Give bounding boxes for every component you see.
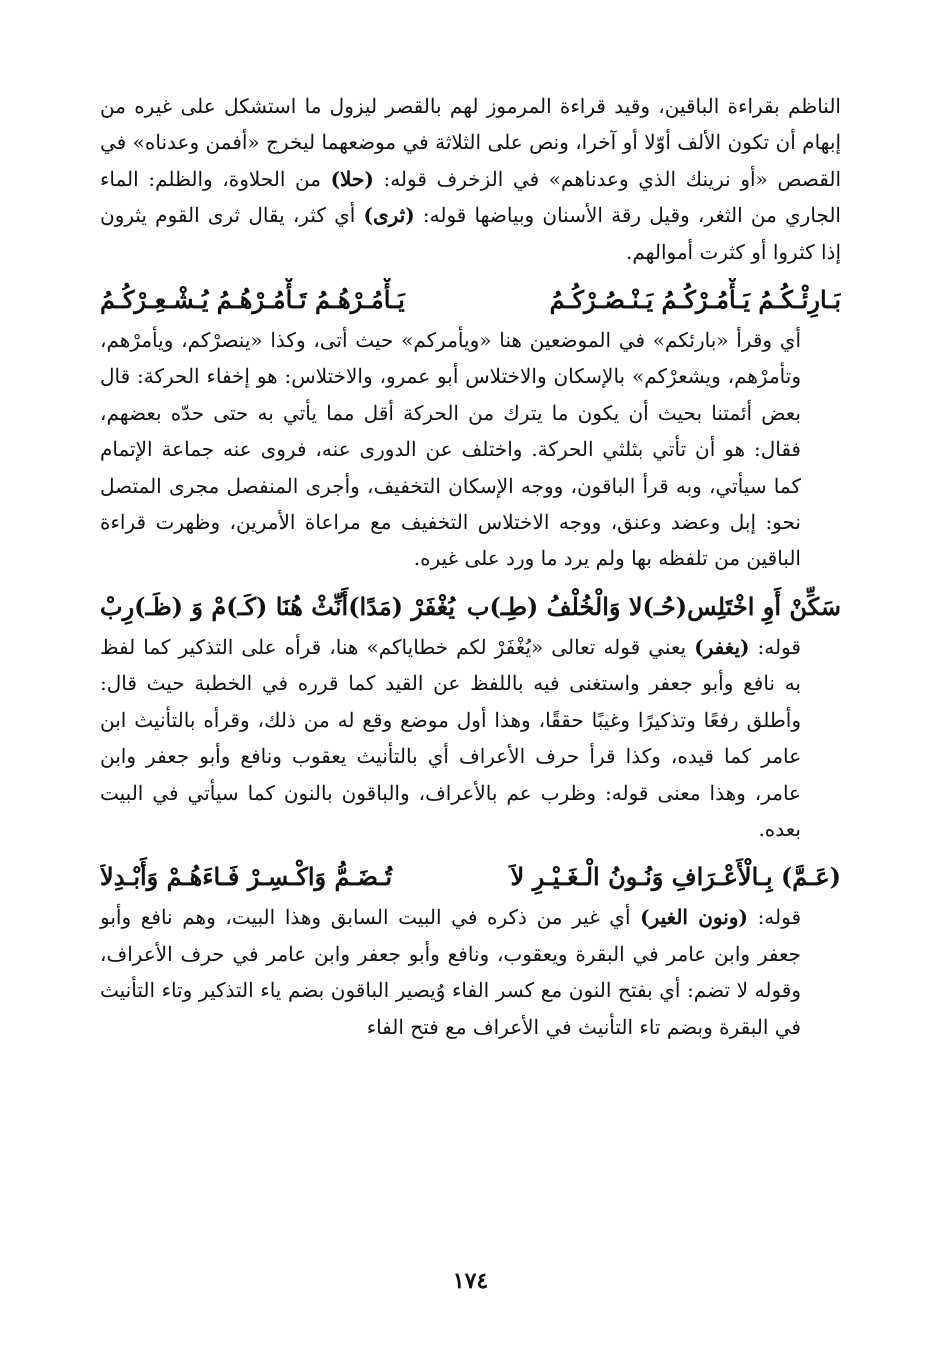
paragraph-3-bold-b: (يغفر) [694,634,750,659]
verse-2-right-hemistich: سَكِّنْ أَوِ اخْتَلِس(حُـ)لا وَالْخُلْفُ (طِـ)ب [466,591,841,621]
verse-2 [100,585,841,629]
page-number: ١٧٤ [452,1268,489,1294]
paragraph-1-bold-b: (حلا) [330,166,374,191]
verse-1-left-hemistich: يَـأْمُـرْهُـمُ تَـأْمُـرْهُـمُ يُـشْـعِـرْكُـمُ [100,285,405,315]
paragraph-4-bold-b: (ونون الغير) [640,905,748,930]
paragraph-1 [100,88,841,270]
verse-3 [100,855,841,899]
verse-2-left-hemistich: يُغْفَرْ (مَدًا)أَنِّثْ هُنَا (كَـ)مْ وَ (ظَـ)رِبْ [100,591,456,621]
paragraph-4-text-c: أي غير من ذكره في البيت السابق وهذا البيت، وهم نافع وأبو جعفر وابن عامر في البقرة ويعقوب، ونافع وأبو جعفر وابن عامر في حرف الأعراف، وقوله لا تضم: أي بفتح النون مع كسر الفاء وُيصير الباقون بضم ياء التذكير وتاء التأنيث في البقرة وبضم تاء التأنيث في الأعراف مع فتح الفاء [100,905,801,1039]
paragraph-3-text-c: يعني قوله تعالى «يُغْفَرْ لكم خطاياكم» هنا، قرأه على التذكير كما لفظ به نافع وأبو جعفر واستغنى فيه باللفظ عن القيد كما قرره في الخطبة حيث قال: وأطلق رفعًا وتذكيرًا وغيبًا حققًا، وهذا أول موضع وقع له من ذلك، وقرأه بالتأنيث ابن عامر كما قيده، وكذا قرأ حرف الأعراف أي بالتأنيث يعقوب ونافع وأبو جعفر وابن عامر، وهذا معنى قوله: وظرب عم بالأعراف، والباقون بالنون كما سيأتي في البيت بعده. [100,634,801,841]
paragraph-1-text-a: الناظم بقراءة الباقين، وقيد قراءة المرموز لهم بالقصر ليزول ما استشكل على غيره من إبهام أن تكون الألف أوّلا أو آخرا، ونص على الثلاثة في موضعهما ليخرج «أفمن وعدناه» في القصص «أو نرينك الذي وعدناهم» في الزخرف قوله: [100,94,842,191]
verse-1 [100,278,841,322]
paragraph-1-text-e: أي كثر، يقال ثرى القوم يثرون إذا كثروا أو كثرت أموالهم. [100,203,841,264]
paragraph-1-bold-d: (ثرى) [363,203,415,228]
paragraph-3 [100,629,841,847]
paragraph-1-text-c: من الحلاوة، والظلم: الماء الجاري من الثغر، وقيل رقة الأسنان وبياضها قوله: [100,166,841,228]
paragraph-3-text-a: قوله: [757,634,801,659]
paragraph-4 [100,899,841,1045]
paragraph-4-text-a: قوله: [757,905,802,930]
verse-3-right-hemistich: (عَـمَّ) بِـالْأَعْـرَافِ وَنُـونُ الْـغَـيْـرِ لاَ [510,862,841,892]
verse-3-left-hemistich: تُـضَـمُّ وَاكْـسِـرْ فَـاءَهُـمْ وَأَبْـدِلاَ [100,862,393,892]
verse-1-right-hemistich: بَـارِئْـكُـمُ يَـأْمُـرْكُـمُ يَـنْـصُـرْكُـمُ [549,285,841,315]
paragraph-2: أي وقرأ «بارئكم» في الموضعين هنا «ويأمركم» حيث أتى، وكذا «ينصرْكم، ويأمرْهم، وتأمرْهم، ويشعرْكم» بالإسكان والاختلاس أبو عمرو، والاختلاس: هو إخفاء الحركة: قال بعض أئمتنا بحيث أن يكون ما يترك من الحركة أقل مما يأتي به حتى حدّه بعضهم، فقال: هو أن تأتي بثلثي الحركة. واختلف عن الدورى عنه، فروى عنه جماعة الإتمام كما سيأتي، وبه قرأ الباقون، ووجه الإسكان التخفيف، وأجرى المنفصل مجرى المتصل نحو: إبل وعضد وعنق، ووجه الاختلاس التخفيف مع مراعاة الأمرين، وظهرت قراءة الباقين من تلفظه بها ولم يرد ما ورد على غيره. [100,328,802,571]
